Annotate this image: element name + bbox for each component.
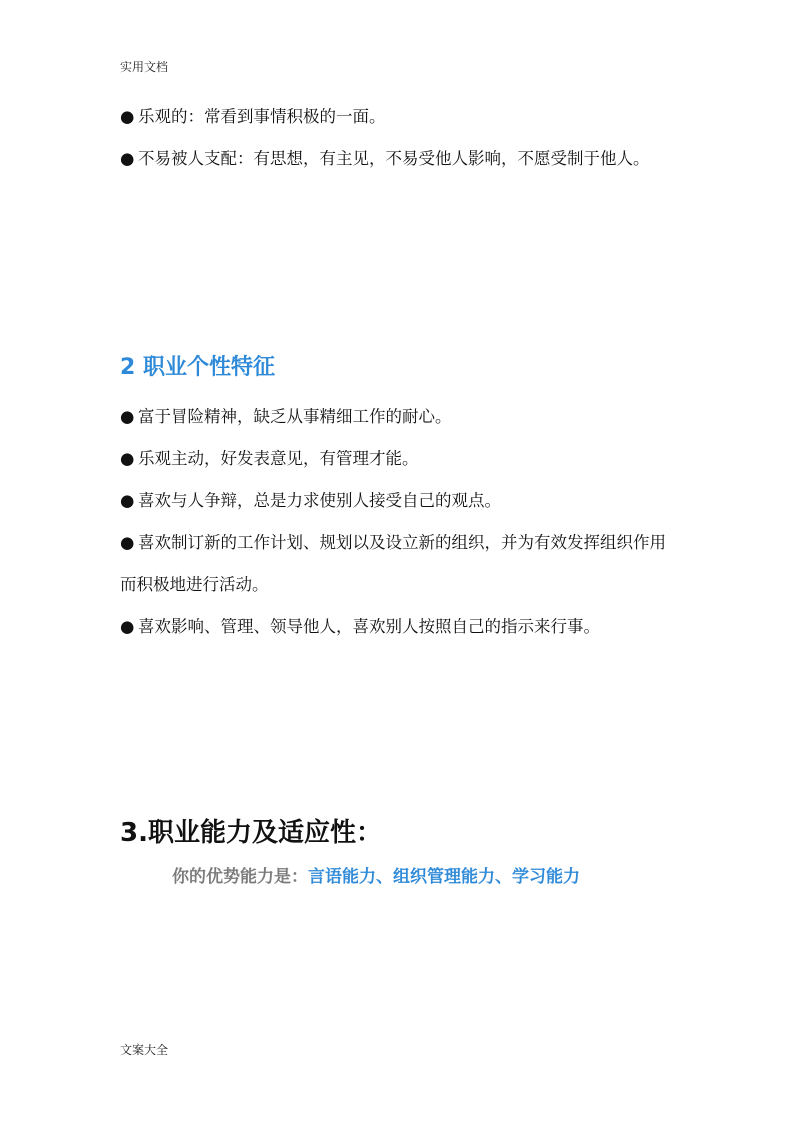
trait-item	[120, 606, 680, 648]
bullet-icon: ●	[120, 533, 135, 552]
advantage-label: 你的优势能力是：	[172, 867, 308, 887]
bullet-icon: ●	[120, 407, 135, 426]
bullet-icon: ●	[120, 491, 135, 510]
section-3-title: 3.职业能力及适应性：	[120, 818, 382, 848]
trait-item	[120, 396, 680, 438]
trait-item-text: 乐观主动，好发表意见，有管理才能。	[138, 449, 419, 468]
trait-item	[120, 522, 680, 606]
page-footer: 文案大全	[120, 1043, 169, 1057]
trait-item-text: 富于冒险精神，缺乏从事精细工作的耐心。	[138, 407, 452, 426]
trait-item-text: 喜欢影响、管理、领导他人，喜欢别人按照自己的指示来行事。	[138, 617, 600, 636]
section-2-title: 2 职业个性特征	[120, 355, 275, 380]
bullet-icon: ●	[120, 617, 135, 636]
trait-item-text: 喜欢制订新的工作计划、规划以及设立新的组织，并为有效发挥组织作用而积极地进行活动。	[120, 533, 666, 594]
trait-item-text: 喜欢与人争辩，总是力求使别人接受自己的观点。	[138, 491, 501, 510]
bullet-icon: ●	[120, 107, 135, 126]
intro-item-independent	[120, 138, 680, 180]
trait-item	[120, 480, 680, 522]
trait-item	[120, 438, 680, 480]
intro-item-optimistic	[120, 96, 680, 138]
page-header: 实用文档	[120, 60, 169, 74]
bullet-icon: ●	[120, 449, 135, 468]
intro-item-text: 乐观的：常看到事情积极的一面。	[138, 107, 386, 126]
advantage-line	[172, 862, 580, 887]
bullet-icon: ●	[120, 149, 135, 168]
intro-item-text: 不易被人支配：有思想，有主见，不易受他人影响，不愿受制于他人。	[138, 149, 650, 168]
advantage-value: 言语能力、组织管理能力、学习能力	[308, 867, 580, 887]
